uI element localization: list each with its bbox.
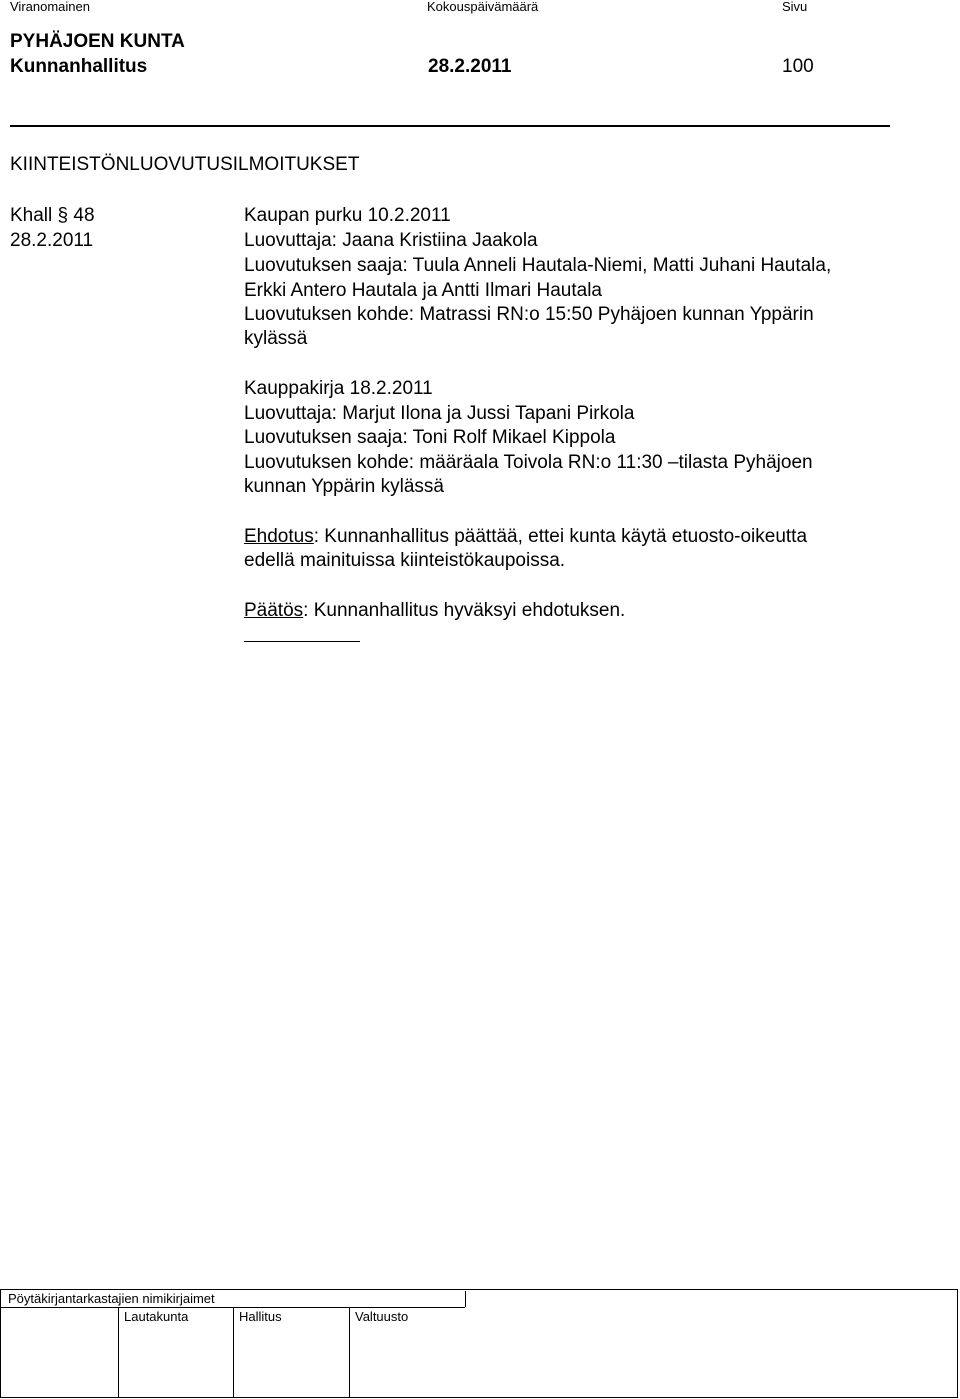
header-page-label: Sivu <box>782 0 808 14</box>
decision-text: : Kunnanhallitus hyväksyi ehdotuksen. <box>303 600 626 621</box>
sale2-heading: Kauppakirja 18.2.2011 <box>244 378 433 399</box>
organization-name: PYHÄJOEN KUNTA <box>10 31 185 52</box>
sale2-object-line1: Luovutuksen kohde: määräala Toivola RN:o 11:30 –tilasta Pyhäjoen <box>244 452 813 473</box>
signature-col-divider-1 <box>118 1307 119 1398</box>
proposal-text: : Kunnanhallitus päättää, ettei kunta käytä etuosto-oikeutta <box>313 526 808 547</box>
sale1-seller: Luovuttaja: Jaana Kristiina Jaakola <box>244 230 538 251</box>
sale2-seller: Luovuttaja: Marjut Ilona ja Jussi Tapani Pirkola <box>244 403 635 424</box>
sale1-heading: Kaupan purku 10.2.2011 <box>244 205 451 226</box>
signature-col-lautakunta: Lautakunta <box>124 1309 189 1324</box>
signature-col-hallitus: Hallitus <box>239 1309 282 1324</box>
decision-line <box>244 599 625 623</box>
header-rule <box>10 125 890 127</box>
item-ref-number: 48 <box>73 205 95 226</box>
sale2-object-line2: kunnan Yppärin kylässä <box>244 476 444 497</box>
sale1-object-line1: Luovutuksen kohde: Matrassi RN:o 15:50 Pyhäjoen kunnan Yppärin <box>244 304 814 325</box>
end-rule <box>244 641 360 642</box>
sale1-buyer-line1: Luovutuksen saaja: Tuula Anneli Hautala-Niemi, Matti Juhani Hautala, <box>244 255 832 276</box>
paragraph-symbol: § <box>57 205 69 226</box>
signatures-label: Pöytäkirjantarkastajien nimikirjaimet <box>8 1291 215 1306</box>
signature-table-divider <box>465 1291 466 1307</box>
header-date-label: Kokouspäivämäärä <box>427 0 539 14</box>
header-authority-label: Viranomainen <box>10 0 90 14</box>
sale1-object-line2: kylässä <box>244 328 308 349</box>
section-title: KIINTEISTÖNLUOVUTUSILMOITUKSET <box>10 154 360 175</box>
proposal-label: Ehdotus <box>244 526 314 547</box>
proposal-line2: edellä mainituissa kiinteistökaupoissa. <box>244 550 566 571</box>
signature-col-valtuusto: Valtuusto <box>355 1309 409 1324</box>
item-date: 28.2.2011 <box>10 230 94 251</box>
signature-col-divider-2 <box>233 1307 234 1398</box>
decision-label: Päätös <box>244 600 304 621</box>
sale1-buyer-line2: Erkki Antero Hautala ja Antti Ilmari Hautala <box>244 280 603 301</box>
page-number: 100 <box>782 56 814 77</box>
proposal-line1 <box>244 525 807 549</box>
meeting-date: 28.2.2011 <box>428 56 512 77</box>
signature-col-divider-3 <box>349 1307 350 1398</box>
item-ref-prefix: Khall <box>10 205 53 226</box>
item-reference <box>10 204 95 228</box>
body-name: Kunnanhallitus <box>10 56 148 77</box>
sale2-buyer: Luovutuksen saaja: Toni Rolf Mikael Kippola <box>244 427 616 448</box>
